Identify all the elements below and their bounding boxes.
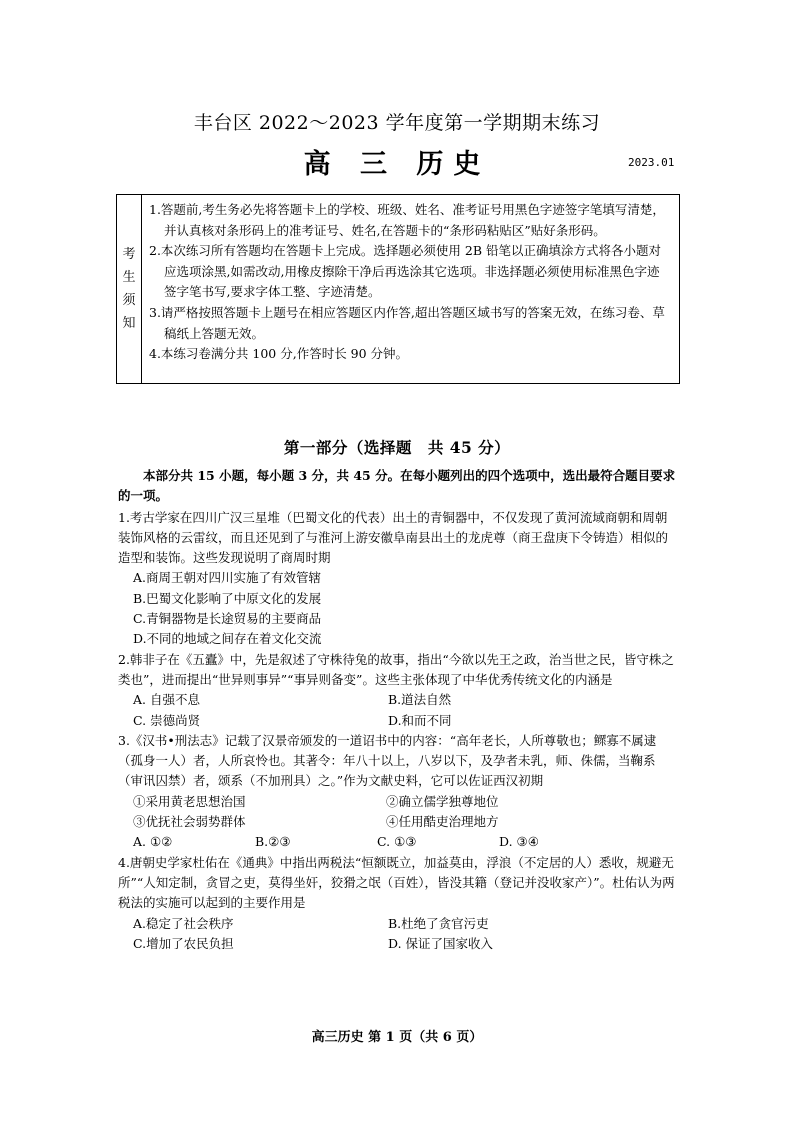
option-b: B.②③ bbox=[255, 834, 291, 850]
notice-item: 2.本次练习所有答题均在答题卡上完成。选择题必须使用 2B 铅笔以正确填涂方式将各小题对应选项涂黑,如需改动,用橡皮擦除干净后再选涂其它选项。非选择题必须使用标准黑色字迹签字笔书写,要求字体工整、字迹清楚。 bbox=[149, 243, 662, 300]
option-row bbox=[118, 711, 678, 731]
section-title: 第一部分（选择题 共 45 分） bbox=[283, 438, 511, 457]
exam-title: 丰台区 2022～2023 学年度第一学期期末练习 bbox=[193, 112, 601, 134]
notice-box bbox=[116, 194, 680, 384]
option-d: D. ③④ bbox=[499, 834, 539, 850]
question-stem: 2.韩非子在《五蠹》中，先是叙述了守株待兔的故事，指出“今欲以先王之政，治当世之民，皆守株之类也”，进而提出“世异则事异”“事异则备变”。这些主张体现了中华优秀传统文化的内涵是 bbox=[118, 651, 674, 687]
option-c: C.增加了农民负担 bbox=[133, 935, 234, 951]
question-2 bbox=[118, 650, 678, 731]
option-c: C. 崇德尚贤 bbox=[133, 712, 201, 728]
option-d: D.不同的地域之间存在着文化交流 bbox=[133, 631, 322, 647]
notice-label-char: 须 bbox=[122, 293, 136, 308]
option-a: A. 自强不息 bbox=[133, 692, 200, 708]
notice-item: 4.本练习卷满分共 100 分,作答时长 90 分钟。 bbox=[149, 346, 409, 362]
option-b: B.杜绝了贪官污吏 bbox=[388, 915, 489, 931]
notice-label-char: 知 bbox=[122, 316, 136, 331]
option-a: A.商周王朝对四川实施了有效管辖 bbox=[133, 570, 322, 586]
question-4 bbox=[118, 853, 678, 954]
option-row bbox=[118, 934, 678, 954]
statement-1: ①采用黄老思想治国 bbox=[133, 793, 246, 809]
option-b: B.道法自然 bbox=[388, 692, 452, 708]
statement-row bbox=[118, 812, 678, 832]
notice-item: 1.答题前,考生务必先将答题卡上的学校、班级、姓名、准考证号用黑色字迹签字笔填写清楚，并认真核对条形码上的准考证号、姓名,在答题卡的“条形码粘贴区”贴好条形码。 bbox=[149, 202, 665, 238]
option-row bbox=[118, 832, 678, 852]
option-c: C. ①③ bbox=[377, 834, 417, 850]
page-footer: 高三历史 第 1 页（共 6 页） bbox=[311, 1030, 483, 1045]
question-3 bbox=[118, 731, 678, 853]
question-stem: 1.考古学家在四川广汉三星堆（巴蜀文化的代表）出土的青铜器中，不仅发现了黄河流域商朝和周朝装饰风格的云雷纹，而且还见到了与淮河上游安徽阜南县出土的龙虎尊（商王盘庚下令铸造）相似的造型和装饰。这些发现说明了商周时期 bbox=[118, 509, 669, 566]
notice-items bbox=[149, 200, 671, 365]
question-list bbox=[118, 466, 678, 954]
statement-4: ④任用酷吏治理地方 bbox=[386, 814, 499, 830]
exam-date: 2023.01 bbox=[628, 156, 675, 169]
notice-label bbox=[117, 195, 142, 383]
option-d: D. 保证了国家收入 bbox=[388, 935, 494, 951]
statement-2: ②确立儒学独尊地位 bbox=[386, 793, 499, 809]
subject-title: 高 三 历史 bbox=[303, 149, 491, 180]
option-row bbox=[118, 914, 678, 934]
option-b: B.巴蜀文化影响了中原文化的发展 bbox=[133, 590, 322, 606]
question-stem: 3.《汉书•刑法志》记载了汉景帝颁发的一道诏书中的内容：“高年老长，人所尊敬也；鳏寡不属逮（孤身一人）者，人所哀怜也。其著令：年八十以上，八岁以下，及孕者未乳，师、侏儒，当鞠系（审讯囚禁）者，颂系（不加刑具）之。”作为文献史料，它可以佐证西汉初期 bbox=[118, 732, 657, 789]
option-c: C.青铜器物是长途贸易的主要商品 bbox=[133, 611, 322, 627]
option-a: A. ①② bbox=[133, 834, 173, 850]
section-intro: 本部分共 15 小题，每小题 3 分，共 45 分。在每小题列出的四个选项中，选出最符合题目要求的一项。 bbox=[118, 468, 676, 504]
statement-row bbox=[118, 792, 678, 812]
notice-label-char: 生 bbox=[122, 270, 136, 285]
notice-item: 3.请严格按照答题卡上题号在相应答题区内作答,超出答题区域书写的答案无效，在练习卷、草稿纸上答题无效。 bbox=[149, 304, 665, 341]
option-d: D.和而不同 bbox=[388, 712, 452, 728]
notice-label-char: 考 bbox=[122, 247, 136, 262]
option-a: A.稳定了社会秩序 bbox=[133, 915, 234, 931]
option-row bbox=[118, 690, 678, 710]
question-stem: 4.唐朝史学家杜佑在《通典》中指出两税法“恒额既立，加益莫由，浮浪（不定居的人）悉收，规避无所”“人知定制，贪冒之吏，莫得坐奸，狡猾之氓（百姓），皆没其籍（登记并没收家产）”。杜佑认为两税法的实施可以起到的主要作用是 bbox=[118, 854, 675, 911]
question-1 bbox=[118, 508, 678, 650]
statement-3: ③优抚社会弱势群体 bbox=[133, 814, 246, 830]
